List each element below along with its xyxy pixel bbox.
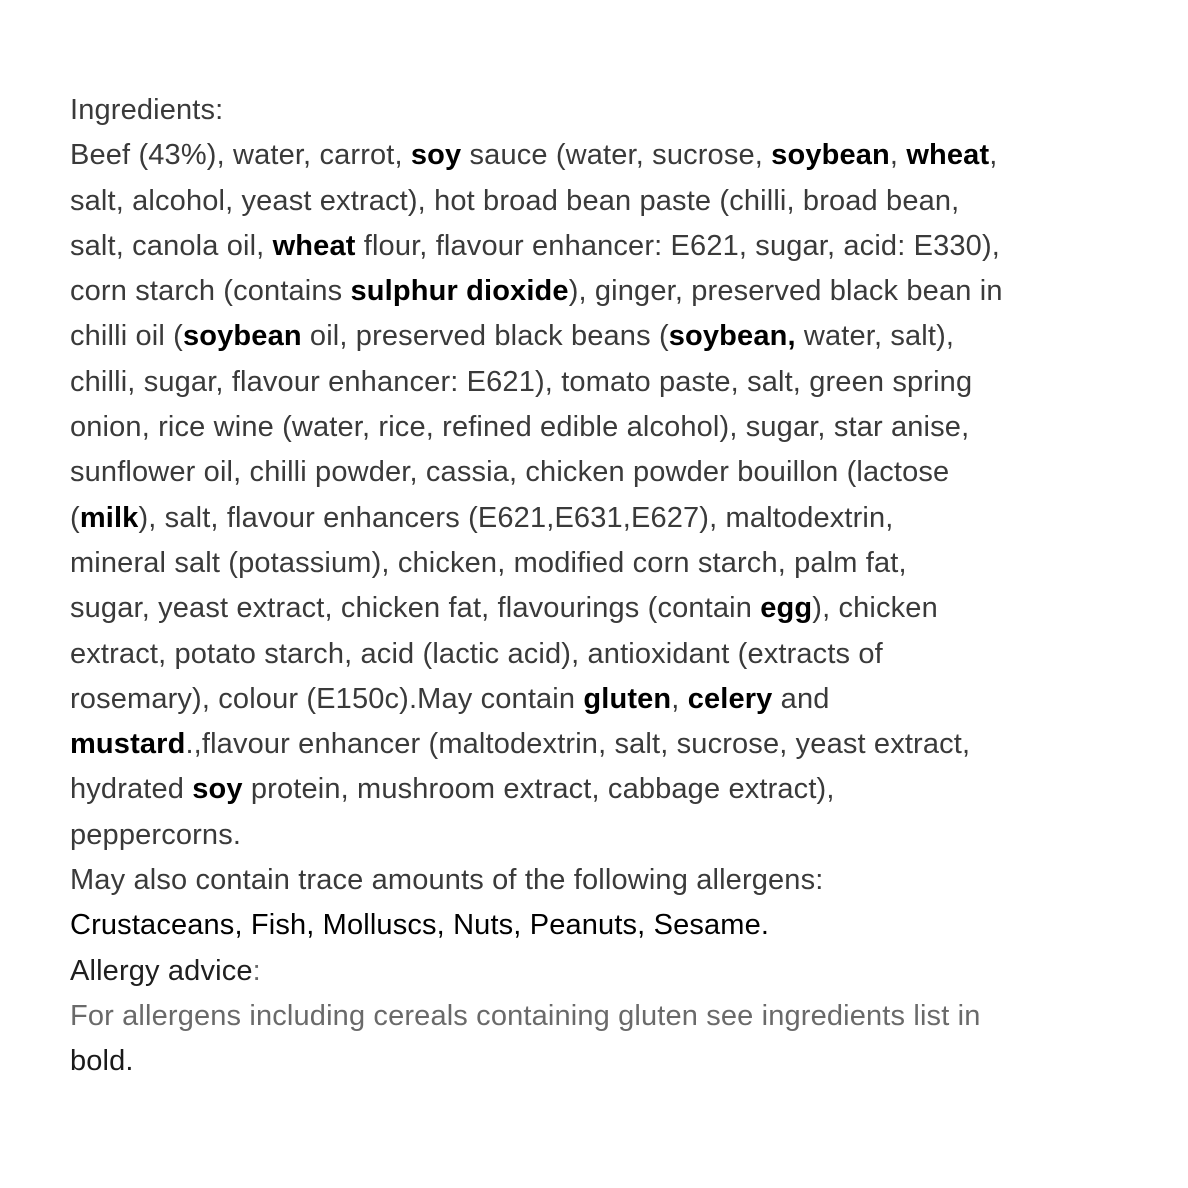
ingredient-text: sauce (water, sucrose, — [461, 139, 772, 172]
allergy-advice-text: For allergens including cereals containing gluten see ingredients list in — [70, 999, 981, 1032]
ingredients-line — [70, 314, 1150, 359]
ingredients-line — [70, 813, 1150, 858]
allergy-advice-heading: Allergy advice — [70, 954, 253, 987]
allergen-highlight: wheat — [906, 139, 990, 172]
ingredients-line — [70, 405, 1150, 450]
allergen-highlight: soybean — [183, 320, 302, 353]
allergen-highlight: soybean, — [668, 320, 796, 353]
ingredients-line — [70, 541, 1150, 586]
ingredients-line — [70, 677, 1150, 722]
allergen-highlight: soy — [192, 773, 243, 806]
allergen-highlight: wheat — [272, 229, 356, 262]
ingredient-text: ), ginger, preserved black bean in — [568, 275, 1003, 308]
ingredient-text: , — [889, 139, 907, 172]
allergy-advice-colon: : — [252, 954, 261, 987]
trace-intro: May also contain trace amounts of the following allergens: — [70, 864, 824, 897]
ingredient-text: onion, rice wine (water, rice, refined edible alcohol), sugar, star anise, — [70, 411, 970, 444]
ingredients-line — [70, 450, 1150, 495]
ingredient-text: ), salt, flavour enhancers (E621,E631,E627), maltodextrin, — [138, 501, 894, 534]
allergen-highlight: sulphur dioxide — [350, 275, 569, 308]
ingredient-text: oil, preserved black beans ( — [301, 320, 669, 353]
ingredients-line — [70, 133, 1150, 178]
ingredients-line — [70, 269, 1150, 314]
ingredients-heading: Ingredients: — [70, 94, 224, 126]
ingredient-text: salt, alcohol, yeast extract), hot broad bean paste (chilli, broad bean, — [70, 184, 960, 217]
allergen-highlight: milk — [79, 501, 139, 534]
allergen-highlight: soybean — [771, 139, 890, 172]
ingredient-text: hydrated — [70, 773, 193, 806]
allergy-advice-bold-word: bold. — [70, 1045, 134, 1078]
ingredient-text: , — [989, 139, 998, 172]
trace-allergens-list: Crustaceans, Fish, Molluscs, Nuts, Peanuts, Sesame. — [70, 909, 770, 942]
ingredient-text: ( — [70, 501, 80, 534]
ingredient-text: water, salt), — [795, 320, 955, 353]
ingredient-text: extract, potato starch, acid (lactic acid), antioxidant (extracts of — [70, 637, 883, 670]
ingredients-line — [70, 496, 1150, 541]
ingredients-label — [70, 88, 1150, 1085]
ingredients-line — [70, 360, 1150, 405]
allergen-highlight: egg — [760, 592, 813, 625]
ingredient-text: protein, mushroom extract, cabbage extract), — [242, 773, 835, 806]
allergen-highlight: soy — [410, 139, 462, 172]
ingredients-line — [70, 767, 1150, 812]
ingredient-text: chilli oil ( — [70, 320, 183, 353]
ingredient-text: sugar, yeast extract, chicken fat, flavourings (contain — [70, 592, 761, 625]
ingredient-text: ), chicken — [812, 592, 938, 625]
ingredient-text: rosemary), colour (E150c).May contain — [70, 682, 584, 715]
ingredient-text: corn starch (contains — [70, 275, 351, 308]
ingredient-text: salt, canola oil, — [70, 229, 273, 262]
ingredients-line — [70, 586, 1150, 631]
ingredients-line — [70, 179, 1150, 224]
ingredients-list — [70, 133, 1150, 858]
ingredient-text: and — [772, 682, 830, 715]
allergen-highlight: gluten — [583, 682, 672, 715]
ingredients-line — [70, 632, 1150, 677]
ingredient-text: sunflower oil, chilli powder, cassia, chicken powder bouillon (lactose — [70, 456, 950, 489]
ingredients-line — [70, 224, 1150, 269]
allergen-highlight: celery — [687, 682, 773, 715]
ingredient-text: mineral salt (potassium), chicken, modified corn starch, palm fat, — [70, 546, 907, 579]
ingredient-text: .,flavour enhancer (maltodextrin, salt, sucrose, yeast extract, — [185, 728, 971, 761]
allergy-advice-heading-line — [70, 949, 1150, 994]
ingredient-text: chilli, sugar, flavour enhancer: E621), tomato paste, salt, green spring — [70, 365, 973, 398]
ingredient-text: , — [671, 682, 688, 715]
ingredients-line — [70, 722, 1150, 767]
ingredient-text: peppercorns. — [70, 818, 242, 851]
allergen-highlight: mustard — [70, 728, 186, 761]
ingredient-text: flour, flavour enhancer: E621, sugar, acid: E330), — [355, 229, 1000, 262]
ingredient-text: Beef (43%), water, carrot, — [70, 139, 411, 172]
